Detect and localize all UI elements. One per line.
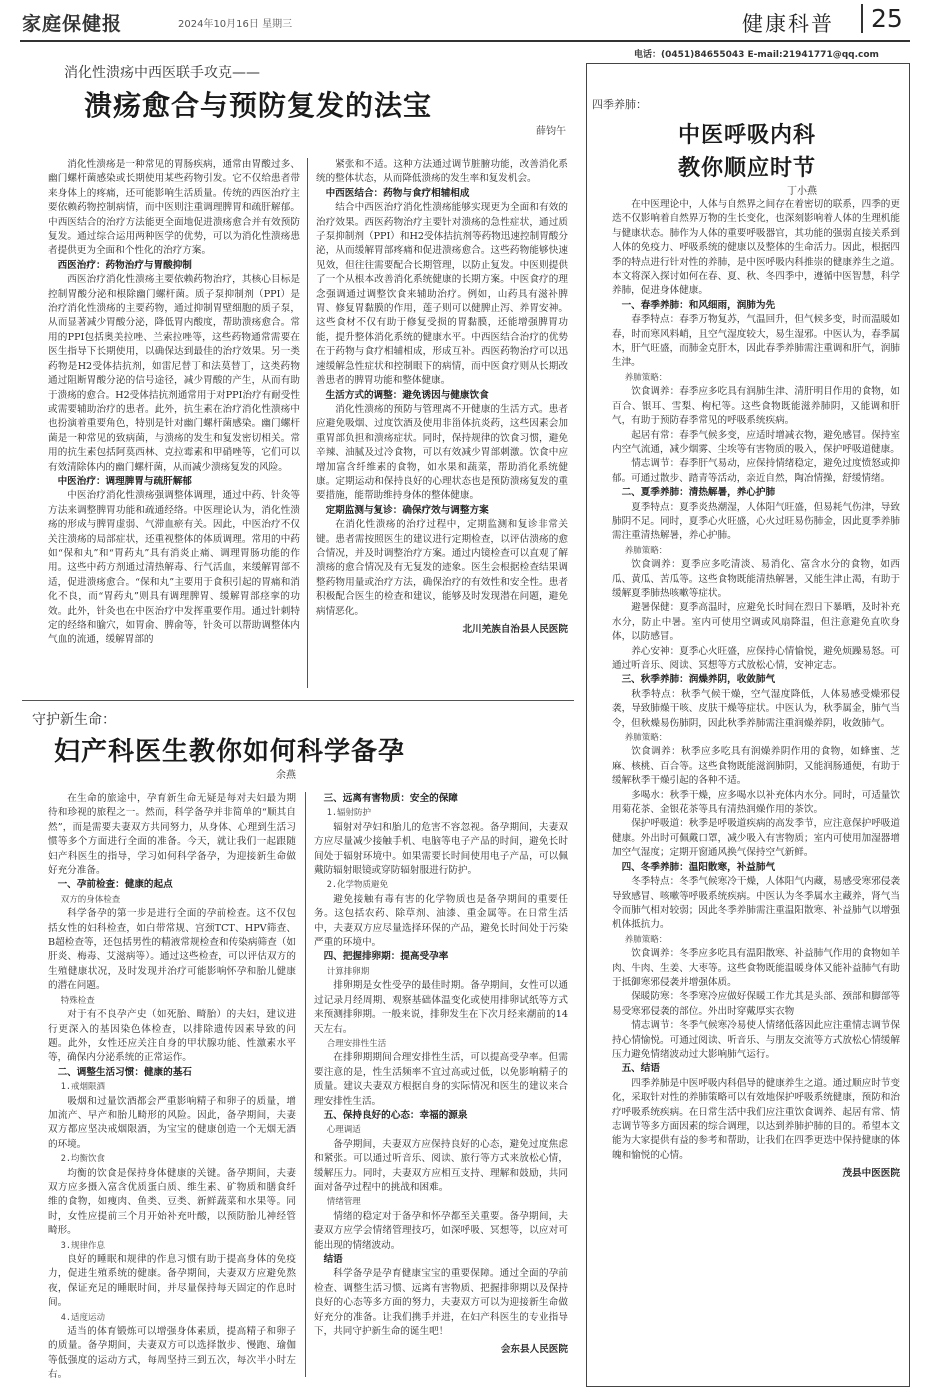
section-name: 健康科普 xyxy=(742,12,834,36)
paragraph: 夏季特点：夏季炎热潮湿，人体阳气旺盛，但易耗气伤津，导致肺阴不足。同时，夏季心火旺盛，心火过旺易伤肺金，因此夏季养肺需注重清热解暑，养心护肺。 xyxy=(612,501,900,542)
column-divider xyxy=(307,158,308,688)
sub-heading: 双方的身体检查 xyxy=(60,894,121,905)
article-byline: 余燕 xyxy=(276,770,296,781)
sub-heading: 2.均衡饮食 xyxy=(60,1154,105,1165)
sub-heading: 养肺策略： xyxy=(624,372,668,383)
source-hospital: 茂县中医医院 xyxy=(842,1168,900,1180)
source-hospital: 北川羌族自治县人民医院 xyxy=(462,624,568,635)
paragraph: 紧张和不适。这种方法通过调节脏腑功能，改善消化系统的整体状态，从而降低溃疡的发生率和复发机会。 xyxy=(316,159,568,185)
paragraph: 保暖防寒：冬季寒冷应做好保暖工作尤其是头部、颈部和脚部等易受寒邪侵袭的部位。外出时穿戴厚实衣物 xyxy=(612,991,900,1017)
sub-heading: 养肺策略： xyxy=(624,733,668,744)
paragraph: 对于有不良孕产史（如死胎、畸胎）的夫妇，建议进行更深入的基因染色体检查，以排除遗传因素导致的问题。此外，女性还应关注自身的甲状腺功能、性激素水平等，确保内分泌系统的正常运作。 xyxy=(48,1009,296,1064)
article-byline: 丁小燕 xyxy=(787,186,817,197)
paragraph: 情志调节：春季肝气易动，应保持情绪稳定，避免过度愤怒或抑郁。可通过散步、踏青等活动，亲近自然，陶冶情操，舒缓情绪。 xyxy=(612,458,900,484)
section-heading: 四、把握排卵期：提高受孕率 xyxy=(323,951,449,963)
paragraph: 结合中西医治疗消化性溃疡能够实现更为全面和有效的治疗效果。西医药物治疗主要针对溃疡的急性症状，通过质子泵抑制剂（PPI）和H2受体拮抗剂等药物迅速控制胃酸分泌，从而缓解胃部疼痛和促进溃疡愈合。这些药物能够快速见效，但往往需要配合长期管理，以防止复发。中医则提供了一个从根本改善消化系统健康的长期方案。中医食疗的理念强调通过调整饮食来辅助治疗。例如，山药具有滋补脾胃、修复胃黏膜的作用，莲子则可以健脾止泻、养胃安神。这些食材不仅有助于修复受损的胃黏膜，还能增强脾胃功能，提升整体消化系统的健康水平。中西医结合治疗的优势在于药物与食疗相辅相成，形成互补。西医药物治疗可以迅速缓解急性症状和控制眼下的病情，而中医食疗则从长期改善患者的脾胃功能和整体健康。 xyxy=(316,202,568,387)
sub-heading: 养肺策略： xyxy=(624,545,668,556)
paragraph: 春季特点：春季万物复苏，气温回升，但气候多变，时而温暖如春，时而寒风料峭，且空气湿度较大，易生湿邪。中医认为，春季属木，肝气旺盛，而肺金克肝木，因此春季养肺需注重调和肝气，润肺生津。 xyxy=(612,314,900,369)
sub-heading: 计算排卵期 xyxy=(326,966,370,977)
article1-column-1 xyxy=(48,158,300,694)
sub-heading: 特殊检查 xyxy=(60,995,95,1006)
sub-heading: 4.适度运动 xyxy=(60,1312,105,1323)
paragraph: 冬季特点：冬季气候寒冷干燥，人体阳气内藏，易感受寒邪侵袭导致感冒、咳嗽等呼吸系统疾病。中医认为冬季属水主藏养，肾气当令而肺气相对较弱；因此冬季养肺需注重温阳散寒、补益肺气以增强机体抵抗力。 xyxy=(612,876,900,931)
section-heading: 二、夏季养肺：清热解暑，养心护肺 xyxy=(621,487,776,499)
paragraph: 秋季特点：秋季气候干燥，空气湿度降低，人体易感受燥邪侵袭，导致肺燥干咳、皮肤干燥等症状。中医认为，秋季属金，肺气当令，但秋燥易伤肺阴，因此秋季养肺需注重润燥养阴，收敛肺气。 xyxy=(612,688,900,729)
article-kicker: 守护新生命： xyxy=(32,712,116,728)
article1-column-2 xyxy=(316,158,568,694)
paragraph: 科学备孕是孕育健康宝宝的重要保障。通过全面的孕前检查、调整生活习惯、远离有害物质、把握排卵期以及保持良好的心态等多方面的努力，夫妻双方可以为迎接新生命做好充分的准备。让我们携手并进，在妇产科医生的专业指导下，共同守护新生命的诞生吧！ xyxy=(314,1268,568,1338)
article-pregnancy-prep xyxy=(22,709,574,781)
article3-column xyxy=(612,198,900,1378)
paragraph: 消化性溃疡的预防与管理离不开健康的生活方式。患者应避免吸烟、过度饮酒及使用非甾体抗炎药，这些因素会加重胃部负担和溃疡症状。同时，保持规律的饮食习惯，避免辛辣、油腻及过冷食物，可以有效减少胃部刺激。饮食中应增加富含纤维素的食物，如水果和蔬菜，帮助消化系统健康。定期运动和保持良好的心理状态也是预防溃疡复发的重要措施，能帮助维持身体的整体健康。 xyxy=(316,403,568,502)
paragraph: 四季养肺是中医呼吸内科倡导的健康养生之道。通过顺应时节变化，采取针对性的养肺策略可以有效地保护呼吸系统健康，预防和治疗呼吸系统疾病。在日常生活中我们应注重饮食调养、起居有常、情志调节等多方面因素的综合调理，以达到养肺护肺的目的。希望本文能为大家提供有益的参考和帮助，让我们在四季更迭中保持健康的体魄和愉悦的心情。 xyxy=(612,1077,900,1161)
paragraph: 吸烟和过量饮酒都会严重影响精子和卵子的质量，增加流产、早产和胎儿畸形的风险。因此，备孕期间，夫妻双方都应坚决戒烟限酒，为宝宝的健康创造一个无烟无酒的环境。 xyxy=(48,1095,296,1150)
paragraph: 西医治疗消化性溃疡主要依赖药物治疗，其核心目标是控制胃酸分泌和根除幽门螺杆菌。质子泵抑制剂（PPI）是治疗消化性溃疡的主要药物，通过抑制胃壁细胞的质子泵，从而显著减少胃酸分泌，降低胃内酸度，帮助溃疡愈合。常用的PPI包括奥美拉唑、兰索拉唑等，这些药物通常需要在医生指导下长期使用，以确保达到最佳的治疗效果。另一类药物是H2受体拮抗剂，如雷尼替丁和法莫替丁，这类药物通过阻断胃酸分泌的信号途径，减少胃酸的产生，从而有助于溃疡的愈合。H2受体拮抗剂通常用于对PPI治疗有耐受性或需要辅助治疗的患者。此外，抗生素在治疗消化性溃疡中也扮演着重要角色，特别是针对幽门螺杆菌感染。幽门螺杆菌是一种常见的致病菌，与溃疡的发生和复发密切相关。常用的抗生素包括阿莫西林、克拉霉素和甲硝唑等，它们可以有效清除体内的幽门螺杆菌，从而减少溃疡复发的风险。 xyxy=(48,274,300,473)
article-headline: 溃疡愈合与预防复发的法宝 xyxy=(84,89,433,122)
article2-column-2 xyxy=(314,792,568,1382)
sub-heading: 心理调适 xyxy=(326,1125,361,1136)
paragraph: 起居有常：春季气候多变，应适时增减衣物，避免感冒。保持室内空气流通，减少烟雾、尘埃等有害物质的吸入，保护呼吸道健康。 xyxy=(612,429,900,455)
section-heading: 结语 xyxy=(323,1254,343,1265)
sub-heading: 1.戒烟限酒 xyxy=(60,1082,105,1093)
article-kicker: 四季养肺： xyxy=(592,98,647,111)
paragraph: 在消化性溃疡的治疗过程中，定期监测和复诊非常关键。患者需按照医生的建议进行定期检查，以评估溃疡的愈合情况，并及时调整治疗方案。通过内镜检查可以直观了解溃疡的愈合情况及有无复发的迹象。医生会根据检查结果调整药物用量或治疗方法，确保治疗的有效性和安全性。患者积极配合医生的检查和建议，能够及时发现潜在问题，避免病情恶化。 xyxy=(316,519,568,617)
paragraph: 中医治疗消化性溃疡强调整体调理，通过中药、针灸等方法来调整脾胃功能和疏通经络。中医理论认为，消化性溃疡的形成与脾胃虚弱、气滞血瘀有关。因此，中医治疗不仅关注溃疡的局部症状，还重视整体的体质调理。常用的中药如“保和丸”和“胃药丸”具有消炎止痛、调理胃肠功能的作用。这些中药方剂通过清热解毒、行气活血，来缓解胃部不适，促进溃疡愈合。“保和丸”主要用于食积引起的胃痛和消化不良，而“胃药丸”则具有调理脾胃、缓解胃部痉挛的功效。此外，针灸也在中医治疗中发挥重要作用。通过针刺特定的经络和腧穴，如胃俞、脾俞等，针灸可以帮助调整体内气血的流通，缓解胃部的 xyxy=(48,490,300,646)
sub-heading: 合理安排性生活 xyxy=(326,1038,387,1049)
article-headline: 妇产科医生教你如何科学备孕 xyxy=(54,737,406,767)
paper-name: 家庭保健报 xyxy=(22,13,123,35)
section-heading: 中医治疗：调理脾胃与疏肝解郁 xyxy=(57,475,192,487)
paragraph: 良好的睡眠和规律的作息习惯有助于提高身体的免疫力，促进生殖系统的健康。备孕期间，夫妻双方应避免熬夜，保证充足的睡眠时间，并尽量保持每天固定的作息时间。 xyxy=(48,1254,296,1309)
paragraph: 饮食调养：夏季应多吃清淡、易消化、富含水分的食物，如西瓜、黄瓜、苦瓜等。这些食物既能清热解暑，又能生津止渴，有助于缓解夏季肺热咳嗽等症状。 xyxy=(612,559,900,599)
contact-info: 电话：(0451)84655043 E-mail:21941771@qq.com xyxy=(634,50,879,60)
section-heading: 五、结语 xyxy=(621,1063,660,1075)
column-divider xyxy=(305,792,306,1377)
paragraph: 在生命的旅途中，孕育新生命无疑是每对夫妇最为期待和珍视的旅程之一。然而，科学备孕并非简单的“顺其自然”，而是需要夫妻双方共同努力，从身体、心理到生活习惯等多个方面进行全面的准备。今天，就让我们一起跟随妇产科医生的指导，学习如何科学备孕，为迎接新生命做好充分准备。 xyxy=(48,793,296,877)
article-byline: 薛钧午 xyxy=(536,126,566,137)
sub-heading: 3.规律作息 xyxy=(60,1240,105,1251)
paragraph: 多喝水：秋季干燥，应多喝水以补充体内水分。同时，可适量饮用菊花茶、金银花茶等具有清热润燥作用的茶饮。 xyxy=(612,789,900,816)
paragraph: 辐射对孕妇和胎儿的危害不容忽视。备孕期间，夫妻双方应尽量减少接触手机、电脑等电子产品的时间，避免长时间处于辐射环境中。如果需要长时间使用电子产品，可以佩戴防辐射眼镜或穿防辐射服进行防护。 xyxy=(314,821,568,877)
header-rule xyxy=(20,40,910,42)
section-heading: 一、孕前检查：健康的起点 xyxy=(57,879,173,891)
paragraph: 均衡的饮食是保持身体健康的关键。备孕期间，夫妻双方应多摄入富含优质蛋白质、维生素、矿物质和膳食纤维的食物，如瘦肉、鱼类、豆类、新鲜蔬菜和水果等。同时，女性应提前三个月开始补充叶酸，以预防胎儿神经管畸形。 xyxy=(48,1167,296,1237)
section-heading: 四、冬季养肺：温阳散寒，补益肺气 xyxy=(621,861,776,873)
paragraph: 在排卵期期间合理安排性生活，可以提高受孕率。但需要注意的是，性生活频率不宜过高或过低，以免影响精子的质量。建议夫妻双方根据自身的实际情况和医生的建议来合理安排性生活。 xyxy=(314,1052,568,1107)
issue-date: 2024年10月16日 星期三 xyxy=(178,19,293,30)
section-heading: 一、春季养肺：和风细雨，润肺为先 xyxy=(621,299,776,311)
paragraph: 在中医理论中，人体与自然界之间存在着密切的联系，四季的更迭不仅影响着自然界万物的生长变化，也深刻影响着人体的生理机能与健康状态。肺作为人体的重要呼吸器官，其功能的强弱直接关系到人体的免疫力、呼吸系统的健康以及整体的生命活力。因此，根据四季的特点进行针对性的养肺，是中医呼吸内科推崇的健康养生之道。本文将深入探讨如何在春、夏、秋、冬四季中，遵循中医智慧，科学养肺，促进身体健康。 xyxy=(612,199,900,297)
section-heading: 三、秋季养肺：润燥养阴，收敛肺气 xyxy=(621,674,776,686)
article-headline-line-1: 中医呼吸内科 xyxy=(677,123,816,148)
paragraph: 备孕期间，夫妻双方应保持良好的心态，避免过度焦虑和紧张。可以通过听音乐、阅读、旅行等方式来放松心情，缓解压力。同时，夫妻双方应相互支持、理解和鼓励，共同面对备孕过程中的挑战和困难。 xyxy=(314,1138,568,1193)
paragraph: 情志调节：冬季气候寒冷易使人情绪低落因此应注重情志调节保持心情愉悦。可通过阅读、听音乐、与朋友交流等方式放松心情缓解压力避免情绪波动过大影响肺气运行。 xyxy=(612,1020,900,1060)
sub-heading: 情绪管理 xyxy=(326,1197,361,1208)
paragraph: 科学备孕的第一步是进行全面的孕前检查。这不仅包括女性的妇科检查，如白带常规、宫颈TCT、HPV筛查、B超检查等，还包括男性的精液常规检查和传染病筛查（如肝炎、梅毒、艾滋病等）。通过这些检查，可以评估双方的生殖健康状况，及时发现并治疗可能影响怀孕和胎儿健康的潜在问题。 xyxy=(48,908,296,992)
section-heading: 三、远离有害物质：安全的保障 xyxy=(323,793,458,804)
paragraph: 饮食调养：冬季应多吃具有温阳散寒、补益肺气作用的食物如羊肉、牛肉、生姜、大枣等。这些食物既能温暖身体又能补益肺气有助于抵御寒邪侵袭并增强体质。 xyxy=(612,948,900,988)
paragraph: 消化性溃疡是一种常见的胃肠疾病，通常由胃酸过多、幽门螺杆菌感染或长期使用某些药物引发。它不仅给患者带来身体上的疼痛，还可能影响生活质量。传统的西医治疗主要依赖药物控制病情，而中医则注重调理脾胃和疏肝解郁。中西医结合的治疗方法能更全面地促进溃疡愈合并有效预防复发。通过综合运用两种医学的优势，可以为消化性溃疡患者提供更为全面和个性化的治疗方案。 xyxy=(48,159,300,257)
paragraph: 排卵期是女性受孕的最佳时期。备孕期间，女性可以通过记录月经周期、观察基础体温变化或使用排卵试纸等方式来预测排卵期。一般来说，排卵发生在下次月经来潮前的14天左右。 xyxy=(314,980,568,1035)
article2-column-1 xyxy=(48,792,296,1382)
article-lung-care xyxy=(592,96,902,197)
section-heading: 二、调整生活习惯：健康的基石 xyxy=(57,1066,192,1078)
article-headline-line-2: 教你顺应时节 xyxy=(677,156,816,181)
paragraph: 适当的体育锻炼可以增强身体素质，提高精子和卵子的质量。备孕期间，夫妻双方可以选择散步、慢跑、瑜伽等低强度的运动方式，每周坚持三到五次，每次半小时左右。 xyxy=(48,1326,296,1381)
paragraph: 养心安神：夏季心火旺盛，应保持心情愉悦，避免烦躁易怒。可通过听音乐、阅读、冥想等方式放松心情，安神定志。 xyxy=(612,645,900,671)
paragraph: 饮食调养：秋季应多吃具有润燥养阴作用的食物，如蜂蜜、芝麻、核桃、百合等。这些食物既能滋润肺阴，又能润肠通便，有助于缓解秋季干燥引起的各种不适。 xyxy=(612,746,900,787)
article-peptic-ulcer xyxy=(22,62,574,137)
paragraph: 避免接触有毒有害的化学物质也是备孕期间的重要任务。这包括农药、除草剂、油漆、重金属等。在日常生活中，夫妻双方应尽量选择环保的产品，避免长时间处于污染严重的环境中。 xyxy=(314,893,568,949)
article-kicker: 消化性溃疡中西医联手攻克—— xyxy=(64,65,260,81)
masthead xyxy=(0,0,930,44)
section-heading: 西医治疗：药物治疗与胃酸抑制 xyxy=(57,259,192,271)
paragraph: 饮食调养：春季应多吃具有润肺生津、清肝明目作用的食物，如百合、银耳、雪梨、枸杞等。这些食物既能滋养肺阴，又能调和肝气，有助于预防春季常见的呼吸系统疾病。 xyxy=(612,386,900,427)
paragraph: 情绪的稳定对于备孕和怀孕都至关重要。备孕期间，夫妻双方应学会情绪管理技巧，如深呼吸、冥想等，以应对可能出现的情绪波动。 xyxy=(314,1210,568,1251)
sub-heading: 养肺策略： xyxy=(624,934,668,945)
section-heading: 五、保持良好的心态：幸福的源泉 xyxy=(323,1109,468,1121)
section-heading: 中西医结合：药物与食疗相辅相成 xyxy=(325,187,470,199)
sub-heading: 1.辐射防护 xyxy=(326,808,371,819)
paragraph: 避暑保健：夏季高温时，应避免长时间在烈日下暴晒，及时补充水分，防止中暑。室内可使用空调或风扇降温，但注意避免直吹身体，以防感冒。 xyxy=(612,602,900,643)
section-heading: 生活方式的调整：避免诱因与健康饮食 xyxy=(325,389,489,401)
sub-heading: 2.化学物质避免 xyxy=(326,880,388,891)
source-hospital: 会东县人民医院 xyxy=(500,1344,568,1356)
page-number: 25 xyxy=(861,4,921,33)
section-heading: 定期监测与复诊：确保疗效与调整方案 xyxy=(325,504,489,516)
article-divider xyxy=(22,700,574,701)
paragraph: 保护呼吸道：秋季是呼吸道疾病的高发季节，应注意保护呼吸道健康。外出时可佩戴口罩，减少吸入有害物质；室内可使用加湿器增加空气湿度；定期开窗通风换气保持空气新鲜。 xyxy=(612,818,900,859)
